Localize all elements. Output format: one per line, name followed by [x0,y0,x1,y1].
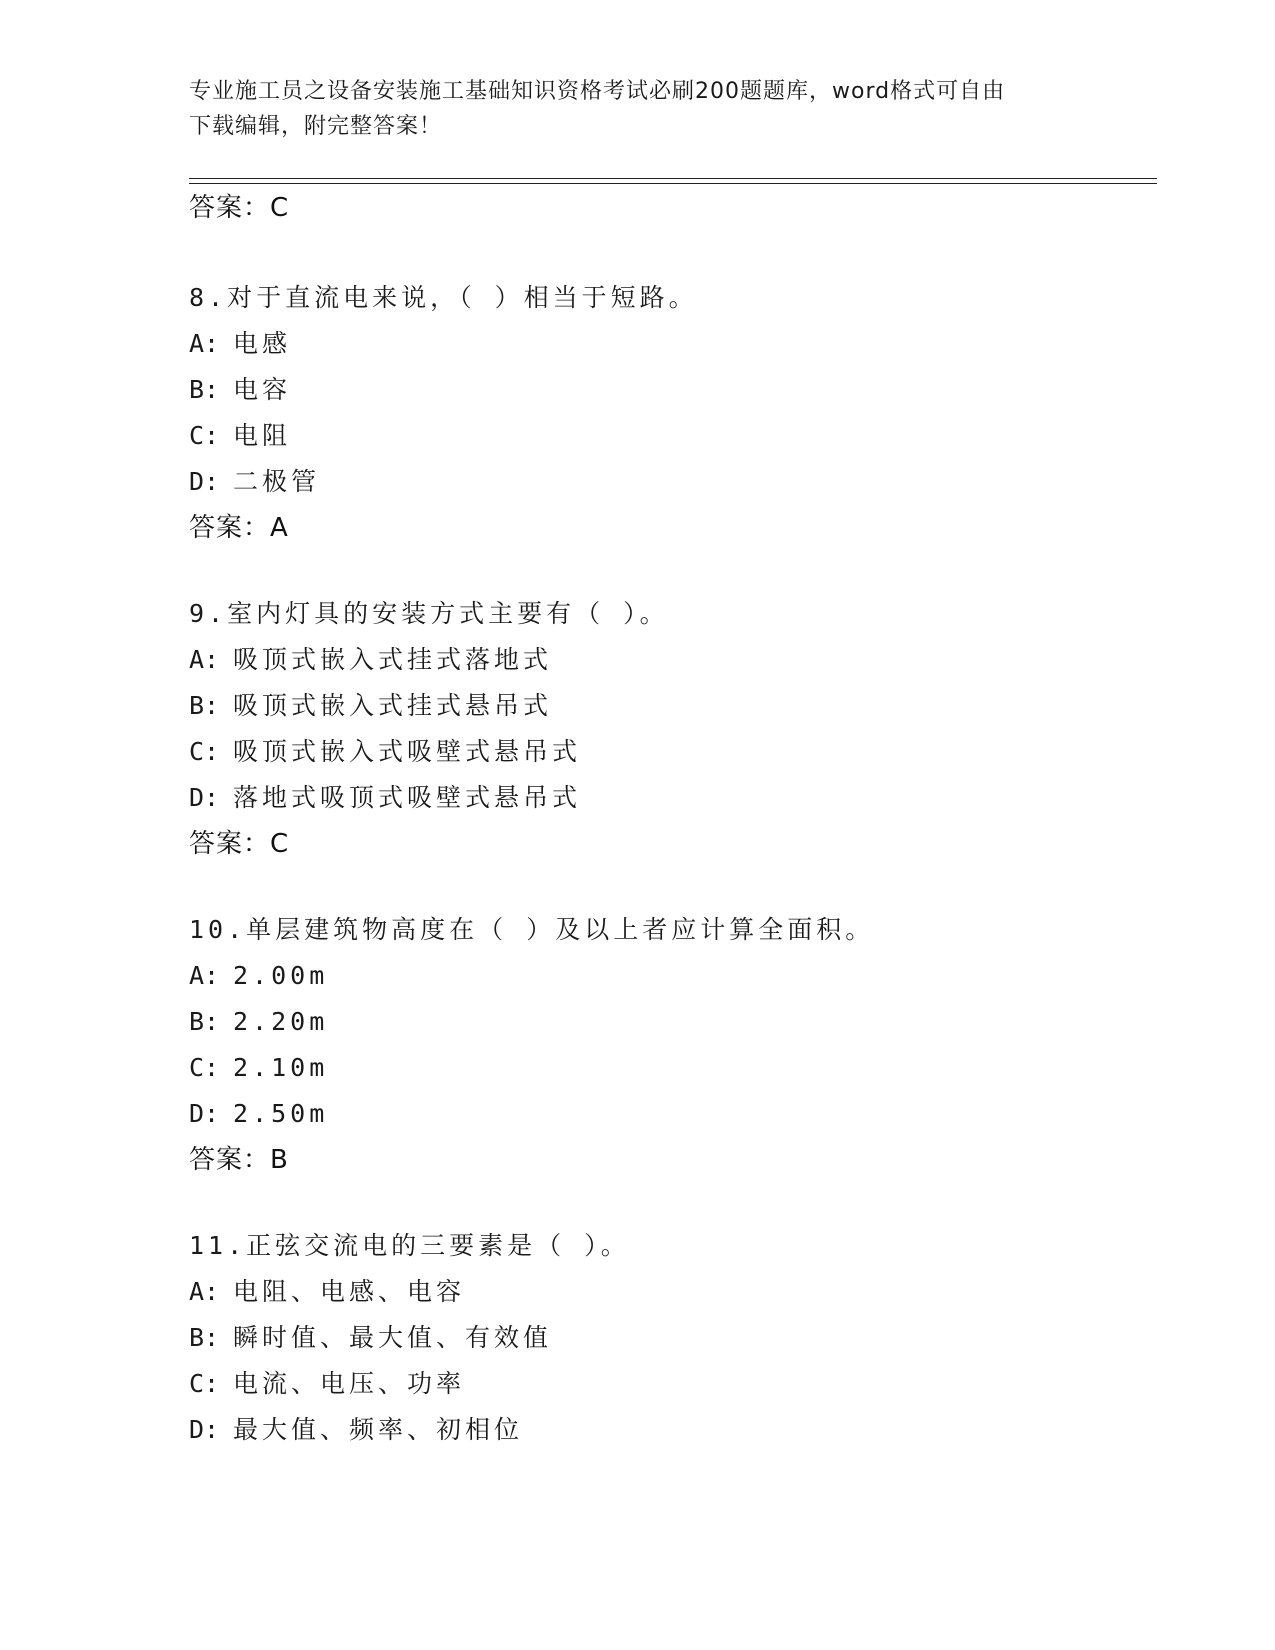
header-title-line2: 下载编辑，附完整答案！ [189,114,443,139]
question-10 [189,912,1149,1178]
option-d: D: 二极管 [189,467,321,496]
option-d: D: 最大值、频率、初相位 [189,1415,524,1444]
answer-label: 答案：A [189,513,289,543]
question-stem: 8.对于直流电来说，（ ）相当于短路。 [189,283,698,312]
header-title-line1: 专业施工员之设备安装施工基础知识资格考试必刷200题题库，word格式可自由 [189,79,1006,104]
question-stem: 11.正弦交流电的三要素是（ ）。 [189,1231,630,1260]
option-a: A: 电阻、电感、电容 [189,1277,466,1306]
question-stem: 10.单层建筑物高度在（ ）及以上者应计算全面积。 [189,915,875,944]
option-b: B: 瞬时值、最大值、有效值 [189,1323,553,1352]
option-b: B: 电容 [189,375,292,404]
option-c: C: 电阻 [189,421,292,450]
option-d: D: 2.50m [189,1099,329,1128]
question-11 [189,1228,1149,1458]
option-a: A: 电感 [189,329,292,358]
option-b: B: 2.20m [189,1007,329,1036]
option-c: C: 吸顶式嵌入式吸壁式悬吊式 [189,737,582,766]
option-a: A: 2.00m [189,961,329,990]
option-c: C: 2.10m [189,1053,329,1082]
previous-answer-block [189,190,1149,226]
answer-label: 答案：B [189,1145,289,1175]
option-b: B: 吸顶式嵌入式挂式悬吊式 [189,691,553,720]
answer-label: 答案：C [189,193,290,223]
option-c: C: 电流、电压、功率 [189,1369,466,1398]
header-divider-bottom [189,183,1157,184]
header-divider-top [189,178,1157,179]
option-a: A: 吸顶式嵌入式挂式落地式 [189,645,553,674]
question-stem: 9.室内灯具的安装方式主要有（ ）。 [189,599,669,628]
answer-label: 答案：C [189,829,290,859]
document-header [189,74,1089,144]
question-9 [189,596,1149,862]
option-d: D: 落地式吸顶式吸壁式悬吊式 [189,783,582,812]
question-8 [189,280,1149,546]
